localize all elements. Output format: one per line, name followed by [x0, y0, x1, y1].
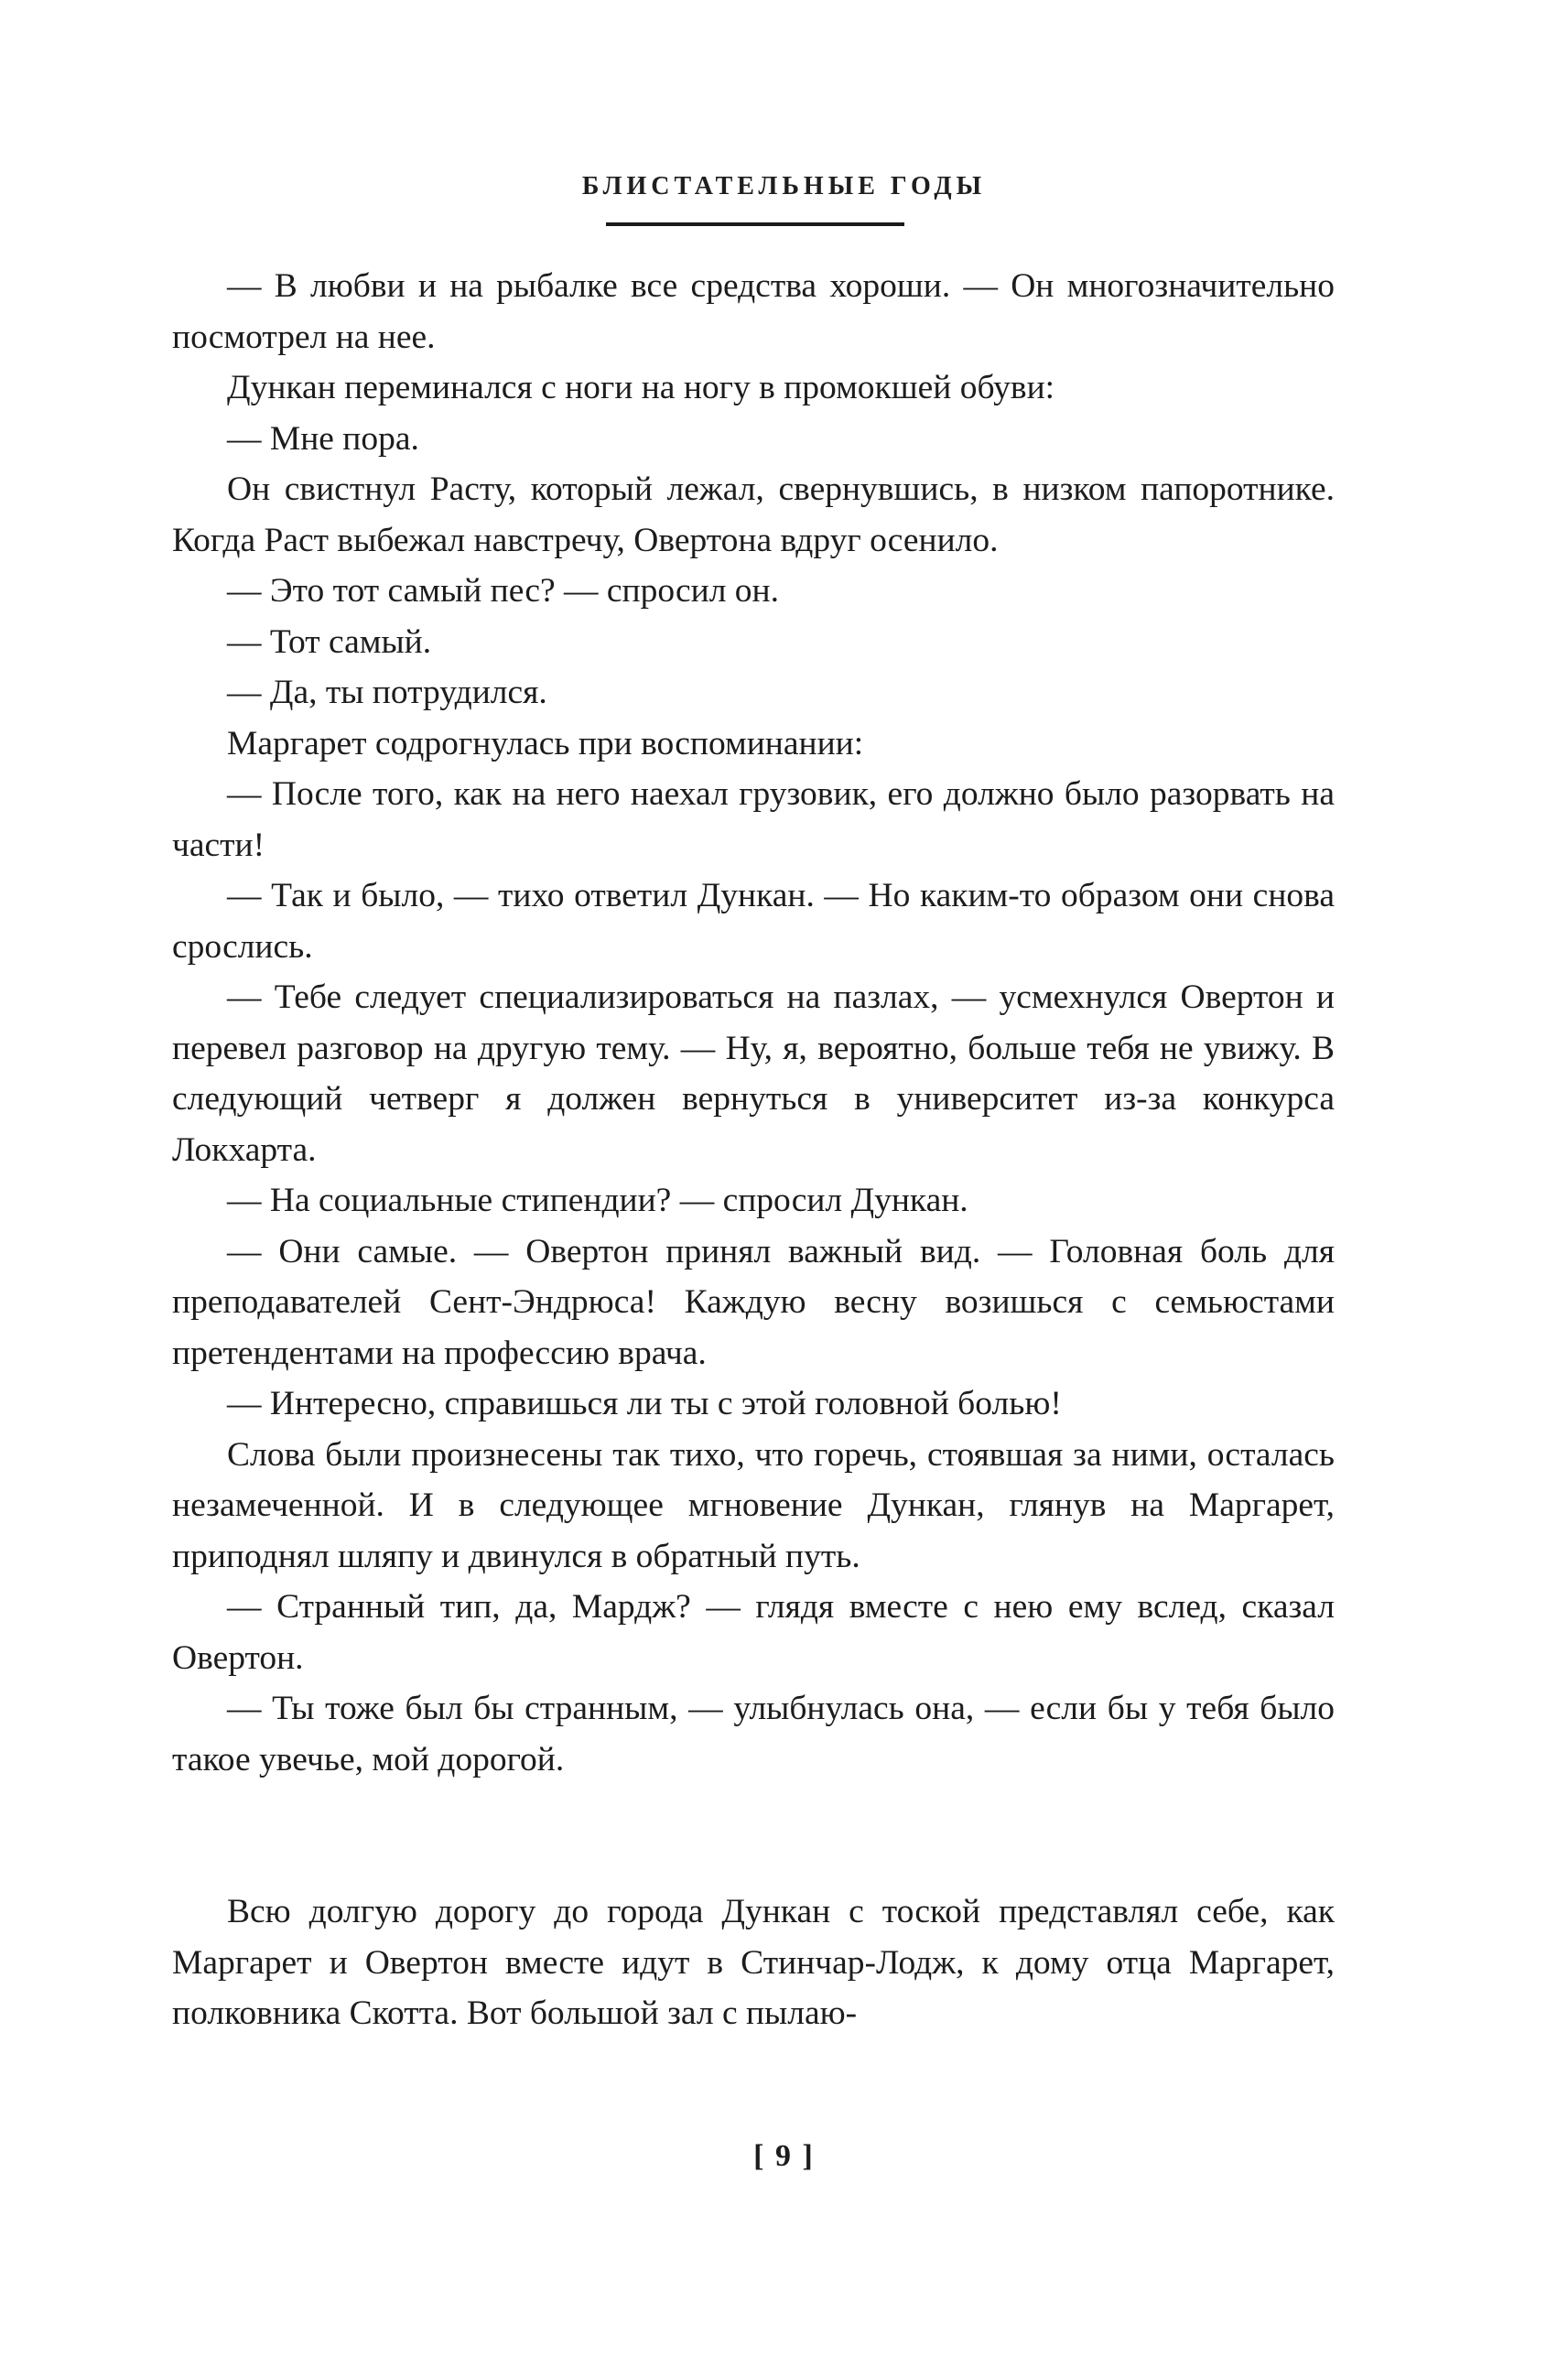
running-head-rule — [606, 222, 904, 226]
paragraph: — Тебе следует специализироваться на пазлах, — усмехнулся Овертон и перевел разговор на другую тему. — Ну, я, вероятно, больше тебя не увижу. В следующий четверг я должен вернуться в университет из-за конкурса Локхарта. — [172, 978, 1335, 1169]
text-body — [172, 261, 1335, 2039]
paragraph: — На социальные стипендии? — спросил Дункан. — [227, 1182, 968, 1219]
paragraph: — Так и было, — тихо ответил Дункан. — Но каким-то образом они снова срослись. — [172, 877, 1335, 966]
running-head: БЛИСТАТЕЛЬНЫЕ ГОДЫ — [581, 172, 987, 200]
paragraph: — Интересно, справишься ли ты с этой головной болью! — [227, 1385, 1062, 1422]
paragraph: — После того, как на него наехал грузовик, его должно было разорвать на части! — [172, 775, 1335, 864]
paragraph: — Да, ты потрудился. — [227, 674, 547, 711]
page-number: [ 9 ] — [753, 2139, 815, 2173]
paragraph: — Это тот самый пес? — спросил он. — [227, 572, 780, 610]
paragraph: Он свистнул Расту, который лежал, свернувшись, в низком папоротнике. Когда Раст выбежал навстречу, Овертона вдруг осенило. — [172, 470, 1335, 559]
paragraph-after-break: Всю долгую дорогу до города Дункан с тоской представлял себе, как Маргарет и Овертон вместе идут в Стинчар-Лодж, к дому отца Маргарет, полковника Скотта. Вот большой зал с пылаю- — [172, 1893, 1335, 2032]
section-break — [172, 1785, 1335, 1886]
paragraph: — Они самые. — Овертон принял важный вид. — Головная боль для преподавателей Сент-Эндрюса! Каждую весну возишься с семьюстами претендентами на профессию врача. — [172, 1232, 1335, 1372]
paragraph: Слова были произнесены так тихо, что горечь, стоявшая за ними, осталась незамеченной. И в следующее мгновение Дункан, глянув на Маргарет, приподнял шляпу и двинулся в обратный путь. — [172, 1435, 1335, 1575]
paragraph: — В любви и на рыбалке все средства хороши. — Он многозначительно посмотрел на нее. — [172, 267, 1335, 356]
paragraph: — Странный тип, да, Мардж? — глядя вместе с нею ему вслед, сказал Овертон. — [172, 1588, 1335, 1677]
paragraph: — Тот самый. — [227, 622, 432, 661]
paragraph: Маргарет содрогнулась при воспоминании: — [227, 724, 864, 762]
paragraph: — Мне пора. — [227, 419, 419, 458]
paragraph: — Ты тоже был бы странным, — улыбнулась она, — если бы у тебя было такое увечье, мой дорогой. — [172, 1690, 1335, 1778]
paragraph: Дункан переминался с ноги на ногу в промокшей обуви: — [227, 369, 1055, 406]
